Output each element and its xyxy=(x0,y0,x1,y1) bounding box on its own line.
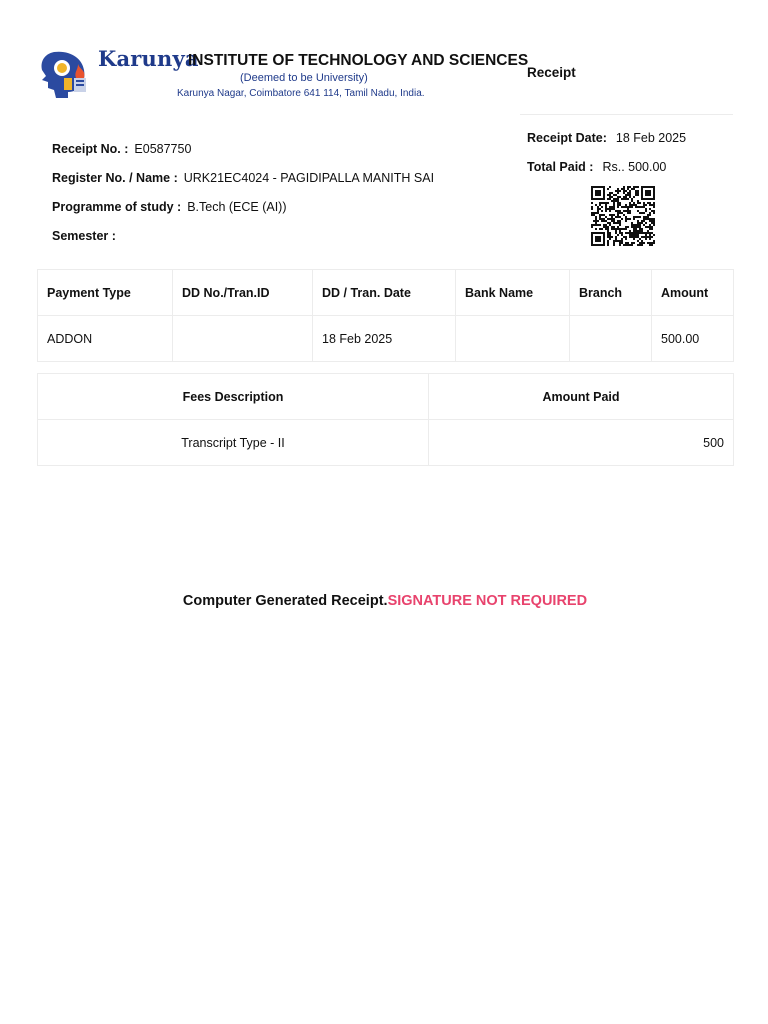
brand-name: Karunya xyxy=(98,46,199,71)
header-payment-type: Payment Type xyxy=(38,270,173,316)
header-fees-description: Fees Description xyxy=(38,374,429,420)
fees-table-header-row xyxy=(38,374,734,420)
programme-value: B.Tech (ECE (AI)) xyxy=(187,200,287,214)
receipt-date-value: 18 Feb 2025 xyxy=(615,131,687,145)
programme-label: Programme of study : xyxy=(52,200,182,214)
header-dd-no: DD No./Tran.ID xyxy=(173,270,313,316)
cell-branch xyxy=(570,316,652,362)
title-divider xyxy=(520,114,733,115)
header-amount-paid: Amount Paid xyxy=(429,374,734,420)
cell-dd-no xyxy=(173,316,313,362)
table-row xyxy=(38,420,734,466)
header-amount: Amount xyxy=(652,270,734,316)
payment-table xyxy=(37,269,734,362)
header-branch: Branch xyxy=(570,270,652,316)
receipt-no-label: Receipt No. : xyxy=(52,142,129,156)
receipt-no-line xyxy=(52,142,191,156)
total-paid-value: Rs.. 500.00 xyxy=(602,160,667,174)
register-line xyxy=(52,171,434,185)
receipt-no-value: E0587750 xyxy=(134,142,192,156)
table-row xyxy=(38,316,734,362)
programme-line xyxy=(52,200,287,214)
signature-warning: SIGNATURE NOT REQUIRED xyxy=(387,593,588,609)
payment-table-header-row xyxy=(38,270,734,316)
institute-name: INSTITUTE OF TECHNOLOGY AND SCIENCES xyxy=(188,52,529,69)
semester-line xyxy=(52,229,122,243)
computer-generated-text: Computer Generated Receipt. xyxy=(182,593,388,609)
cell-amount-paid: 500 xyxy=(429,420,734,466)
footer-note xyxy=(0,593,768,609)
cell-bank-name xyxy=(456,316,570,362)
cell-fees-description: Transcript Type - II xyxy=(38,420,429,466)
qr-code-icon xyxy=(591,186,655,246)
receipt-date-label: Receipt Date: xyxy=(527,131,607,145)
total-paid-line xyxy=(527,160,666,174)
institute-address: Karunya Nagar, Coimbatore 641 114, Tamil Nadu, India. xyxy=(177,88,425,99)
institution-header xyxy=(40,46,529,106)
cell-amount: 500.00 xyxy=(652,316,734,362)
receipt-title: Receipt xyxy=(527,65,576,80)
total-paid-label: Total Paid : xyxy=(527,160,594,174)
header-bank-name: Bank Name xyxy=(456,270,570,316)
fees-table xyxy=(37,373,734,466)
cell-tran-date: 18 Feb 2025 xyxy=(313,316,456,362)
semester-label: Semester : xyxy=(52,229,116,243)
karunya-emblem-icon xyxy=(40,48,96,102)
header-tran-date: DD / Tran. Date xyxy=(313,270,456,316)
receipt-date-line xyxy=(527,131,686,145)
deemed-university: (Deemed to be University) xyxy=(240,72,368,84)
register-label: Register No. / Name : xyxy=(52,171,178,185)
cell-payment-type: ADDON xyxy=(38,316,173,362)
register-value: URK21EC4024 - PAGIDIPALLA MANITH SAI xyxy=(183,171,435,185)
